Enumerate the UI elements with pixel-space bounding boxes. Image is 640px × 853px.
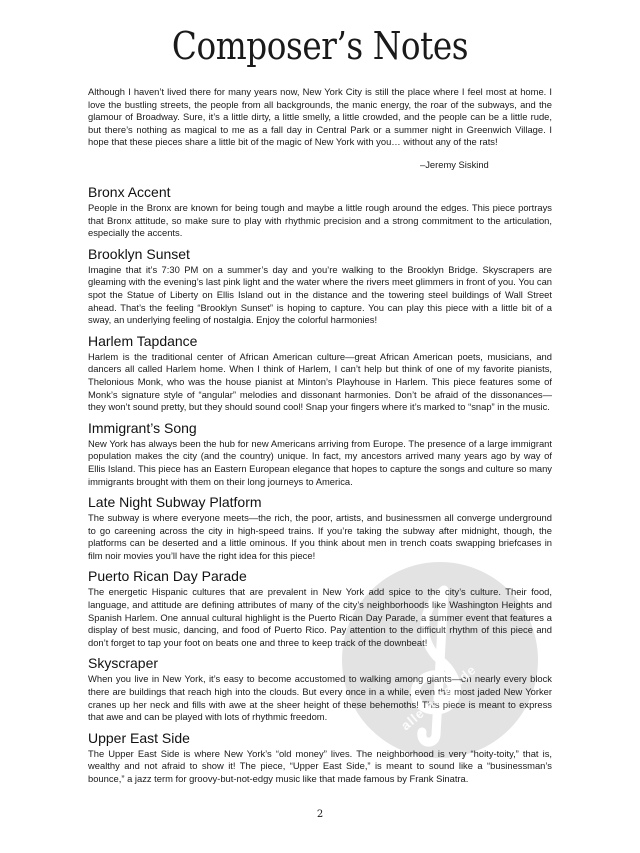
section-body: Harlem is the traditional center of African American culture—great African American poets, musicians, and dancers all called Harlem home. When I think of Harlem, I can’t help but think of one of my favorite pianists, Thelonious Monk, who was the house pianist at Minton’s Playhouse in Harlem. This piece features some of Monk’s signature style of “angular” melodies and dissonant harmonies. Don’t be afraid of the dissonances—they won’t sound pretty, but they should sound cool! Snap your fingers where it’s marked to “snap” in the music. [88, 350, 552, 413]
section-body: The Upper East Side is where New York’s “old money” lives. The neighborhood is very “hoity-toity,” that is, wealthy and not afraid to show it! The piece, “Upper East Side,” is meant to sound like a “businessman’s bounce,” a jazz term for groovy-but-not-edgy music like that made famous by Frank Sinatra. [88, 747, 552, 784]
section-body: The energetic Hispanic cultures that are prevalent in New York add spice to the city’s culture. Their food, language, and attitude are defining attributes of many of the city’s neighborhoods like Washington Heights and Spanish Harlem. One annual cultural highlight is the Puerto Rican Day Parade, a summer event that features a display of best music, dancing, and food of Puerto Rico. Pay attention to the difficult rhythm of this piece and don’t forget to tap your foot on beats one and three to keep track of the downbeat! [88, 586, 552, 648]
section-body: New York has always been the hub for new Americans arriving from Europe. The presence of a large immigrant population makes the city (and the country) unique. In fact, my ancestors arrived many years ago by way of Ellis Island. This piece has an Eastern European elegance that hopes to capture the songs and culture so many immigrants brought with them on their long journeys to America. [88, 437, 552, 487]
section-heading: Bronx Accent [88, 184, 171, 200]
section-heading: Late Night Subway Platform [88, 494, 262, 511]
page-title: Composer’s Notes [171, 24, 469, 68]
section-heading: Immigrant’s Song [88, 419, 197, 436]
intro-paragraph: Although I haven’t lived there for many years now, New York City is still the place where I feel most at home. I love the bustling streets, the people from all backgrounds, the manic energy, the roar of the subways, and the glamour of Broadway. Sure, it’s a little dirty, a little smelly, a little crowded, and the people can be a little rude, but there’s nothing as magical to me as a fall day in Central Park or a summer night in Greenwich Village. I hope that these pieces share a little bit of the magic of New York with you… without any of the rats! [88, 86, 552, 148]
section-bronx-accent [88, 183, 552, 240]
section-body: Imagine that it’s 7:30 PM on a summer’s day and you’re walking to the Brooklyn Bridge. Skyscrapers are gleaming with the evening’s last pink light and the water where the rivers meet glimmers in front of you. You can spot the Statue of Liberty on Ellis Island out in the distance and the towering steel buildings of Wall Street ahead. That’s the feeling “Brooklyn Sunset” is hoping to capture. You can play this piece with a little bit of a sway, an underlying feeling of nostalgia. Enjoy the colorful harmonies! [88, 263, 552, 326]
section-heading: Skyscraper [88, 655, 159, 672]
section-heading: Brooklyn Sunset [88, 245, 190, 262]
section-immigrants-song [88, 419, 552, 488]
signature: –Jeremy Siskind [420, 159, 489, 170]
section-body: The subway is where everyone meets—the rich, the poor, artists, and businessmen all converge underground to go careening across the city in high-speed trains. If you’re taking the subway after midnight, though, the platforms can be deserted and a little ominous. If you think about men in trench coats swapping briefcases in film noir movies you’ll have the right idea for this piece! [88, 512, 552, 561]
section-heading: Upper East Side [88, 729, 190, 746]
section-heading: Harlem Tapdance [88, 332, 198, 349]
section-body: People in the Bronx are known for being tough and maybe a little rough around the edges. This piece portrays that Bronx attitude, so make sure to play with rhythmic precision and a strong commitment to the articulation, especially the accents. [88, 202, 552, 239]
treble-clef-icon [340, 560, 540, 760]
page-number: 2 [316, 809, 324, 820]
section-heading: Puerto Rican Day Parade [88, 568, 247, 585]
section-late-night-subway-platform [88, 493, 552, 562]
section-harlem-tapdance [88, 332, 552, 414]
section-brooklyn-sunset [88, 245, 552, 327]
watermark-text: alle-noten.de [398, 661, 480, 734]
section-body: When you live in New York, it’s easy to become accustomed to walking among giants—on nearly every block there are buildings that reach high into the clouds. But every once in a while, even the most jaded New Yorker cranes up her neck and fills with awe at the sheer height of these behemoths! This piece is meant to express that awe and can be played with lots of rhythmic freedom. [88, 673, 552, 723]
